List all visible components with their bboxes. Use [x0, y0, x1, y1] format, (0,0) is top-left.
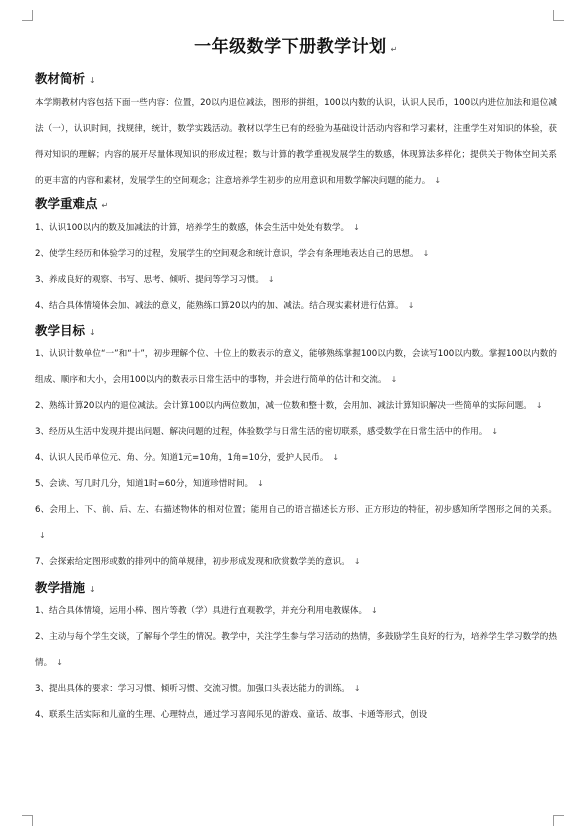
crop-mark-top-left	[22, 10, 33, 21]
section-heading-teaching-goals: 教学目标 ↓	[35, 323, 96, 338]
paragraph-mark-icon: ↓	[535, 401, 543, 410]
paragraph-mark-icon: ↓	[332, 453, 340, 462]
paragraph-mark-icon: ↓	[257, 479, 264, 488]
paragraph-mark-icon: ↓	[434, 176, 442, 185]
paragraph-mark-icon: ↓	[371, 606, 378, 615]
paragraph-mark-icon: ↓	[407, 301, 415, 310]
list-item: 3、提出具体的要求：学习习惯、倾听习惯、交流习惯。加强口头表达能力的训练。 ↓	[35, 684, 361, 694]
paragraph-mark-icon: ↓	[353, 684, 361, 693]
document-title: 一年级数学下册教学计划 ↵	[194, 37, 398, 57]
paragraph-mark-icon: ↓	[89, 76, 96, 85]
list-item: 2、熟练计算20以内的退位减法。会计算100以内两位数加，减一位数和整十数，会用加、减法计算知识解决一些简单的实际问题。 ↓	[35, 401, 543, 411]
list-item: 1、结合具体情境，运用小棒、图片等教（学）具进行直观教学，并充分利用电教媒体。 ↓	[35, 606, 378, 616]
list-item: 7、会探索给定图形或数的排列中的简单规律，初步形成发现和欣赏数学美的意识。 ↓	[35, 557, 361, 567]
list-item: 1、认识计数单位“一”和“十”，初步理解个位、十位上的数表示的意义，能够熟练掌握100以内数，会读写100以内数。掌握100以内数的组成、顺序和大小，会用100以内的数表示日常生活中的事物，并会进行简单的估计和交流。 ↓	[35, 349, 557, 385]
paragraph-mark-icon: ↓	[89, 328, 96, 337]
crop-mark-bottom-left	[22, 815, 33, 826]
list-item: 3、养成良好的观察、书写、思考、倾听、提问等学习习惯。 ↓	[35, 275, 275, 285]
list-item: 4、联系生活实际和儿童的生理、心理特点，通过学习喜闻乐见的游戏、童话、故事、卡通等形式，创设	[35, 710, 428, 720]
section-heading-key-difficulties: 教学重难点 ↵	[35, 196, 109, 211]
list-item: 2、使学生经历和体验学习的过程，发展学生的空间观念和统计意识，学会有条理地表达自己的思想。 ↓	[35, 249, 430, 259]
paragraph-mark-icon: ↓	[39, 531, 46, 540]
section-heading-textbook-analysis: 教材简析 ↓	[35, 71, 96, 86]
paragraph-mark-icon: ↓	[267, 275, 275, 284]
list-item: 4、认识人民币单位元、角、分。知道1元=10角，1角=10分，爱护人民币。 ↓	[35, 453, 340, 463]
list-item: 6、会用上、下、前、后、左、右描述物体的相对位置；能用自己的语言描述长方形、正方形边的特征，初步感知所学图形之间的关系。↓	[35, 505, 557, 540]
paragraph-mark-icon: ↓	[491, 427, 499, 436]
crop-mark-bottom-right	[553, 815, 564, 826]
paragraph-mark-icon: ↓	[89, 585, 96, 594]
list-item: 4、结合具体情境体会加、减法的意义，能熟练口算20以内的加、减法。结合现实素材进行估算。 ↓	[35, 301, 415, 311]
paragraph-mark-icon: ↓	[422, 249, 430, 258]
list-item: 2、主动与每个学生交谈，了解每个学生的情况。教学中，关注学生参与学习活动的热情，多鼓励学生良好的行为，培养学生学习数学的热情。 ↓	[35, 632, 557, 668]
document-body	[35, 36, 557, 728]
paragraph-mark-icon: ↓	[353, 223, 360, 232]
crop-mark-top-right	[553, 10, 564, 21]
paragraph-mark-icon: ↵	[101, 201, 109, 210]
paragraph-mark-icon: ↓	[390, 375, 398, 384]
paragraph-mark-icon: ↓	[56, 658, 63, 667]
list-item: 3、经历从生活中发现并提出问题、解决问题的过程，体验数学与日常生活的密切联系，感受数学在日常生活中的作用。 ↓	[35, 427, 499, 437]
paragraph-mark-icon: ↵	[390, 45, 398, 54]
paragraph-mark-icon: ↓	[353, 557, 361, 566]
section-heading-teaching-measures: 教学措施 ↓	[35, 580, 96, 595]
list-item: 1、认识100以内的数及加减法的计算，培养学生的数感，体会生活中处处有数学。 ↓	[35, 223, 360, 233]
list-item: 5、会读、写几时几分，知道1时=60分，知道珍惜时间。 ↓	[35, 479, 264, 489]
paragraph: 本学期教材内容包括下面一些内容：位置，20以内退位减法，图形的拼组，100以内数的认识，认识人民币，100以内进位加法和退位减法（一），认识时间，找规律，统计，数学实践活动。教材以学生已有的经验为基础设计活动内容和学习素材，注重学生对知识的体验，获得对知识的理解；内容的展开尽量体现知识的形成过程；数与计算的教学重视发展学生的数感，体现算法多样化；提供关于物体空间关系的更丰富的内容和素材，发展学生的空间观念；注意培养学生初步的应用意识和用数学解决问题的能力。 ↓	[35, 98, 557, 186]
